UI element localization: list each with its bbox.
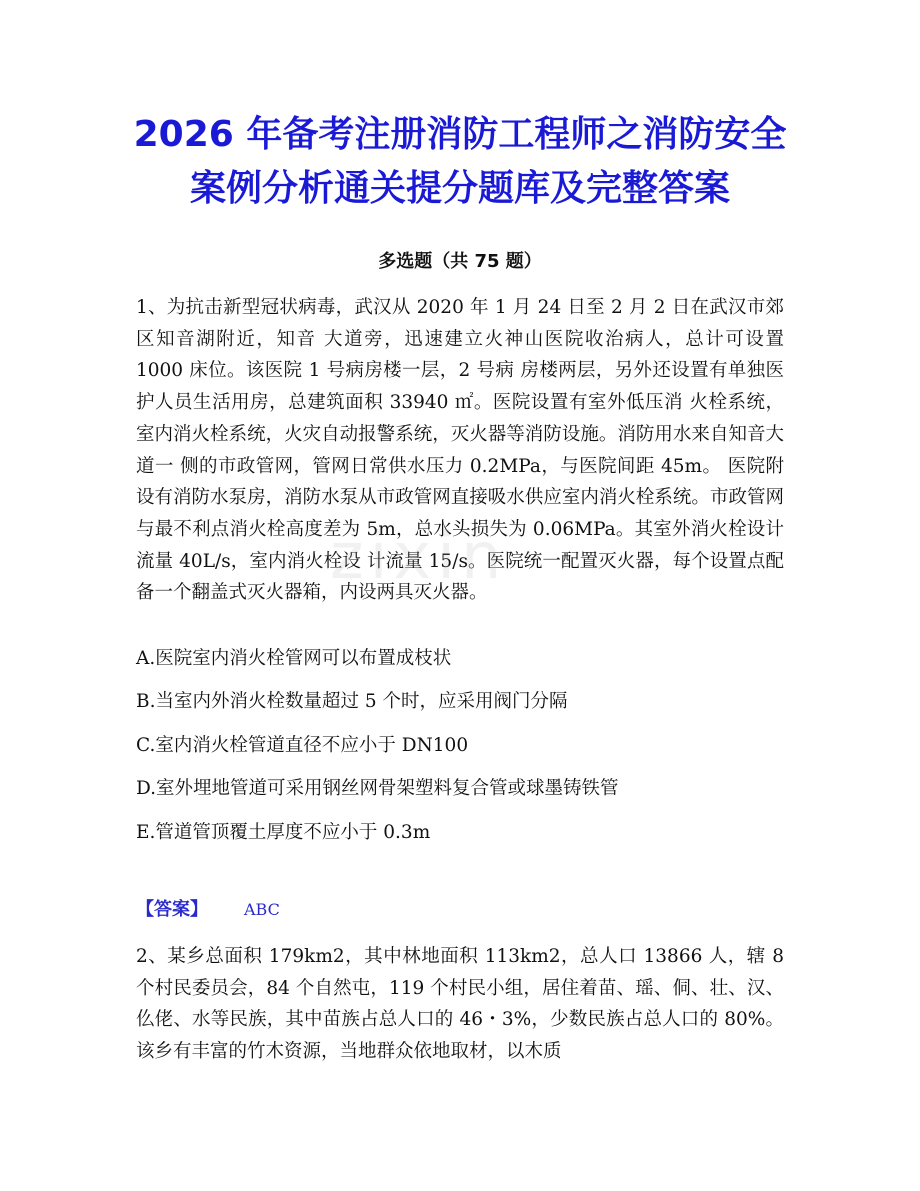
- question-1-option-e: E.管道管顶覆土厚度不应小于 0.3m: [136, 822, 431, 843]
- question-2-text: 2、某乡总面积 179km2，其中林地面积 113km2，总人口 13866 人，辖 8 个村民委员会，84 个自然屯，119 个村民小组，居住着苗、瑶、侗、壮、汉、仫佬、水等民族，其中苗族占总人口的 46・3%，少数民族占总人口的 80%。该乡有丰富的竹木资源，当地群众依地取材，以木质: [136, 946, 784, 1063]
- section-heading: 多选题（共 75 题）: [378, 251, 542, 272]
- title-line-1: 2026 年备考注册消防工程师之消防安全: [133, 114, 787, 155]
- answer-value: ABC: [244, 900, 280, 919]
- document-title: [60, 108, 860, 216]
- question-1-answer: [136, 896, 280, 924]
- title-line-2: 案例分析通关提分题库及完整答案: [189, 168, 730, 209]
- watermark: zixin: [330, 520, 508, 594]
- question-1-option-c: C.室内消火栓管道直径不应小于 DN100: [136, 735, 469, 756]
- answer-label: 【答案】: [136, 899, 208, 920]
- question-1-option-b: B.当室内外消火栓数量超过 5 个时，应采用阀门分隔: [136, 691, 568, 712]
- question-1-option-d: D.室外埋地管道可采用钢丝网骨架塑料复合管或球墨铸铁管: [136, 778, 619, 799]
- question-1-option-a: A.医院室内消火栓管网可以布置成枝状: [136, 648, 452, 669]
- question-1-text: 1、为抗击新型冠状病毒，武汉从 2020 年 1 月 24 日至 2 月 2 日在武汉市郊区知音湖附近，知音 大道旁，迅速建立火神山医院收治病人，总计可设置 1000 床位。该医院 1 号病房楼一层，2 号病 房楼两层，另外还设置有单独医护人员生活用房，总建筑面积 33940 ㎡。医院设置有室外低压消 火栓系统，室内消火栓系统，火灾自动报警系统，灭火器等消防设施。消防用水来自知音大道一 侧的市政管网，管网日常供水压力 0.2MPa，与医院间距 45m。 医院附设有消防水泵房，消防水泵从市政管网直接吸水供应室内消火栓系统。市政管网与最不利点消火栓高度差为 5m，总水头损失为 0.06MPa。其室外消火栓设计流量 40L/s，室内消火栓设 计流量 15/s。医院统一配置灭火器，每个设置点配备一个翻盖式灭火器箱，内设两具灭火器。: [136, 297, 784, 604]
